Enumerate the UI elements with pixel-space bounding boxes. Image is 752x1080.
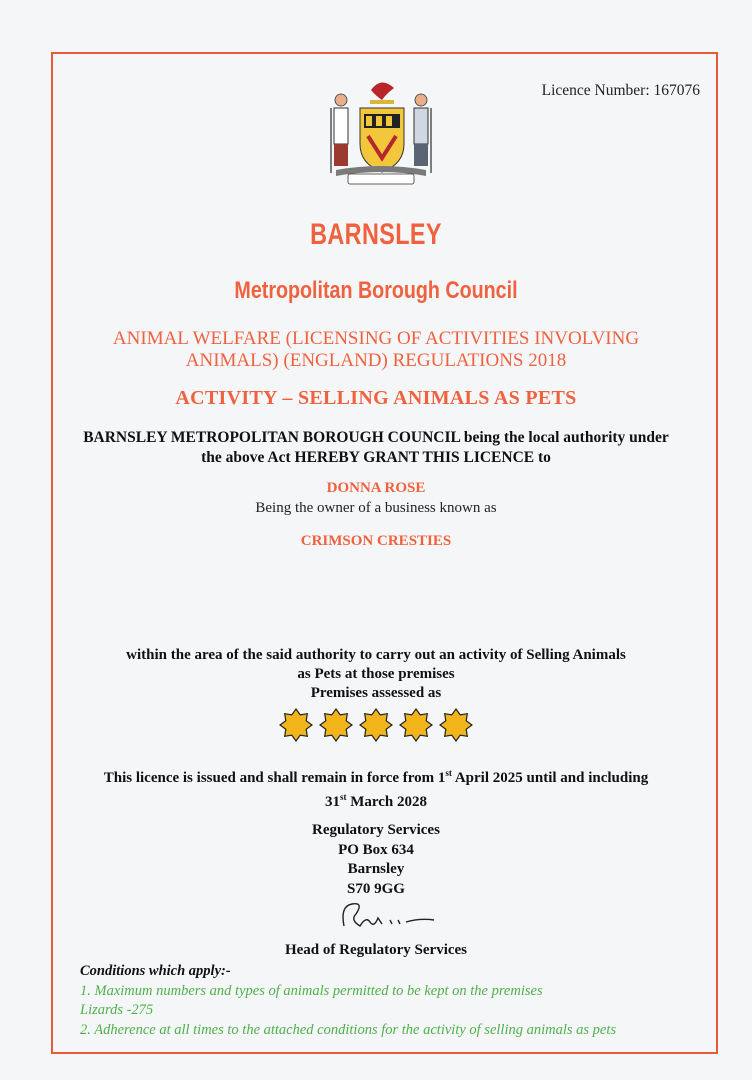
validity-text-b: April 2025 until and including: [451, 770, 649, 786]
regulations-title: [0, 328, 752, 372]
condition-item-1: 1. Maximum numbers and types of animals permitted to be kept on the premises: [80, 982, 543, 999]
grant-line-2: the above Act HEREBY GRANT THIS LICENCE to: [201, 449, 551, 466]
validity-line-2: [0, 788, 752, 812]
rating-star-icon: [439, 708, 473, 742]
rating-star-icon: [279, 708, 313, 742]
validity-sup-c: st: [339, 792, 347, 802]
address-line-3: Barnsley: [347, 861, 405, 877]
validity-text-d: March 2028: [346, 794, 428, 810]
validity-sup-a: st: [445, 768, 452, 778]
regulations-line-2: ANIMALS) (ENGLAND) REGULATIONS 2018: [185, 350, 567, 371]
rating-star-icon: [319, 708, 353, 742]
address-line-1: Regulatory Services: [312, 822, 440, 838]
validity-line-1: [0, 764, 752, 788]
signatory-title: Head of Regulatory Services: [284, 942, 468, 958]
rating-star-icon: [399, 708, 433, 742]
validity-text-c: 31: [324, 794, 340, 810]
licence-number: Licence Number: 167076: [541, 82, 700, 99]
regulations-line-1: ANIMAL WELFARE (LICENSING OF ACTIVITIES INVOLVING: [112, 328, 640, 349]
scope-line-2: as Pets at those premises: [297, 666, 455, 682]
business-lead-text: Being the owner of a business known as: [255, 500, 497, 516]
star-rating: [0, 708, 752, 744]
condition-item-1-detail: Lizards -275: [80, 1002, 154, 1018]
authority-heading: BARNSLEY: [310, 218, 442, 251]
scope-line-1: within the area of the said authority to carry out an activity of Selling Animals: [126, 647, 626, 663]
conditions-title: Conditions which apply:-: [80, 963, 231, 979]
council-address: [0, 821, 752, 899]
rating-star-icon: [359, 708, 393, 742]
licensee-name: DONNA ROSE: [326, 480, 426, 496]
scope-statement: [0, 646, 752, 703]
address-line-4: S70 9GG: [347, 880, 405, 897]
conditions-section: [80, 962, 720, 1040]
signature-icon: [330, 896, 440, 932]
address-line-2: PO Box 634: [338, 841, 414, 858]
council-heading: Metropolitan Borough Council: [234, 277, 518, 304]
council-crest-icon: [326, 78, 436, 186]
grant-line-1: BARNSLEY METROPOLITAN BOROUGH COUNCIL being the local authority under: [83, 429, 669, 446]
activity-title: ACTIVITY – SELLING ANIMALS AS PETS: [175, 387, 577, 409]
assessed-label: Premises assessed as: [310, 685, 442, 701]
validity-text-a: This licence is issued and shall remain in force from 1: [103, 770, 446, 786]
business-name: CRIMSON CRESTIES: [300, 533, 452, 549]
validity-statement: [0, 764, 752, 812]
condition-item-2: 2. Adherence at all times to the attached conditions for the activity of selling animals as pets: [80, 1021, 617, 1038]
grant-statement: [0, 428, 752, 468]
